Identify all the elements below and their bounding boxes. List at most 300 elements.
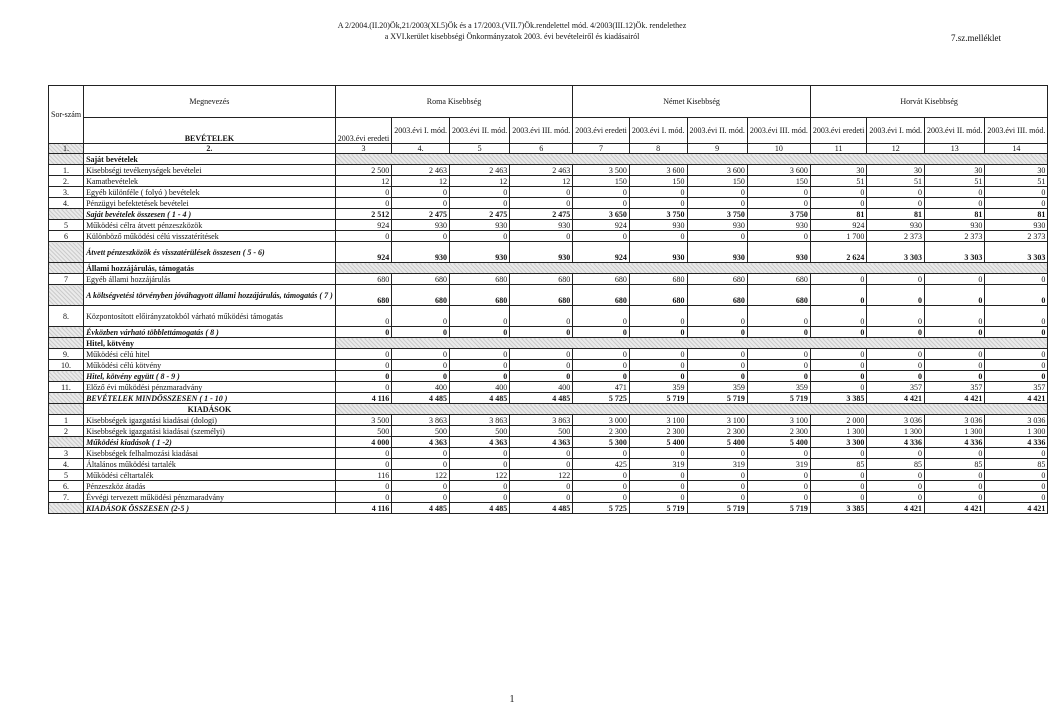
value-cell: 0 <box>867 481 925 492</box>
value-cell: 4 485 <box>510 393 573 404</box>
row-label: Egyéb állami hozzájárulás <box>84 274 336 285</box>
colnum-cell: 8 <box>629 144 687 154</box>
colnum-cell: 7 <box>573 144 630 154</box>
value-cell: 0 <box>687 198 747 209</box>
value-cell: 0 <box>573 448 630 459</box>
bevetelek-heading: BEVÉTELEK <box>84 118 336 144</box>
value-cell: 0 <box>510 187 573 198</box>
value-cell: 0 <box>985 470 1048 481</box>
value-cell: 680 <box>392 274 450 285</box>
value-cell: 0 <box>573 349 630 360</box>
table-row <box>49 231 1048 242</box>
value-cell: 0 <box>687 371 747 382</box>
row-label: Kisebbségek igazgatási kiadásai (dologi) <box>84 415 336 426</box>
value-cell: 680 <box>687 285 747 306</box>
value-cell: 0 <box>867 492 925 503</box>
value-cell: 5 719 <box>687 503 747 514</box>
value-cell: 4 421 <box>985 503 1048 514</box>
row-number-cell <box>49 263 84 274</box>
subtotal-row <box>49 327 1048 338</box>
group-roma-header: Roma Kisebbség <box>335 86 573 118</box>
value-cell: 0 <box>747 448 810 459</box>
table-row <box>49 492 1048 503</box>
row-number-cell <box>49 242 84 263</box>
value-cell: 0 <box>392 198 450 209</box>
value-cell: 3 863 <box>510 415 573 426</box>
value-cell: 930 <box>687 220 747 231</box>
row-label: Saját bevételek összesen ( 1 - 4 ) <box>84 209 336 220</box>
row-label: Kisebbségi tevékenységek bevételei <box>84 165 336 176</box>
value-cell: 0 <box>335 327 392 338</box>
value-cell: 0 <box>687 481 747 492</box>
value-cell: 0 <box>449 371 509 382</box>
value-cell: 680 <box>573 274 630 285</box>
value-cell: 500 <box>510 426 573 437</box>
value-cell: 0 <box>510 198 573 209</box>
value-cell: 0 <box>392 448 450 459</box>
value-cell: 5 719 <box>747 393 810 404</box>
value-cell: 680 <box>687 274 747 285</box>
value-cell: 4 485 <box>449 393 509 404</box>
value-cell: 0 <box>392 459 450 470</box>
colnum-cell: 2. <box>84 144 336 154</box>
value-cell: 930 <box>449 242 509 263</box>
value-cell: 4 421 <box>985 393 1048 404</box>
value-cell: 3 303 <box>867 242 925 263</box>
value-cell: 0 <box>747 187 810 198</box>
value-cell: 0 <box>510 492 573 503</box>
value-cell: 3 100 <box>629 415 687 426</box>
value-cell: 359 <box>747 382 810 393</box>
value-cell: 0 <box>629 187 687 198</box>
table-row <box>49 349 1048 360</box>
value-cell: 319 <box>747 459 810 470</box>
subheader-cell: 2003.évi I. mód. <box>629 118 687 144</box>
value-cell: 0 <box>747 492 810 503</box>
value-cell: 680 <box>510 285 573 306</box>
value-cell: 680 <box>449 274 509 285</box>
value-cell: 81 <box>810 209 867 220</box>
subtotal-row <box>49 242 1048 263</box>
value-cell: 0 <box>925 327 985 338</box>
value-cell: 0 <box>985 349 1048 360</box>
row-label: Kisebbségek igazgatási kiadásai (személyi) <box>84 426 336 437</box>
section-label: Állami hozzájárulás, támogatás <box>84 263 336 274</box>
value-cell: 0 <box>629 371 687 382</box>
value-cell: 0 <box>573 187 630 198</box>
value-cell: 0 <box>392 231 450 242</box>
value-cell: 3 385 <box>810 503 867 514</box>
value-cell: 0 <box>449 187 509 198</box>
value-cell: 0 <box>392 306 450 327</box>
value-cell: 2 475 <box>510 209 573 220</box>
value-cell: 0 <box>573 492 630 503</box>
value-cell: 357 <box>925 382 985 393</box>
row-number: 9. <box>49 349 84 360</box>
value-cell: 0 <box>925 274 985 285</box>
table-body <box>49 154 1048 514</box>
value-cell: 81 <box>985 209 1048 220</box>
value-cell: 500 <box>392 426 450 437</box>
value-cell: 5 400 <box>687 437 747 448</box>
colnum-cell: 3 <box>335 144 392 154</box>
value-cell: 5 719 <box>747 503 810 514</box>
value-cell: 0 <box>985 274 1048 285</box>
value-cell: 359 <box>687 382 747 393</box>
value-cell: 0 <box>747 327 810 338</box>
value-cell: 51 <box>810 176 867 187</box>
value-cell: 0 <box>335 306 392 327</box>
value-cell: 471 <box>573 382 630 393</box>
section-row <box>49 338 1048 349</box>
value-cell: 357 <box>985 382 1048 393</box>
value-cell: 0 <box>449 481 509 492</box>
value-cell: 0 <box>629 306 687 327</box>
value-cell: 4 336 <box>925 437 985 448</box>
value-cell: 3 100 <box>687 415 747 426</box>
value-cell: 4 421 <box>867 393 925 404</box>
value-cell: 0 <box>810 371 867 382</box>
value-cell: 0 <box>510 306 573 327</box>
value-cell: 3 036 <box>985 415 1048 426</box>
value-cell: 3 036 <box>925 415 985 426</box>
table-row <box>49 459 1048 470</box>
value-cell: 1 300 <box>810 426 867 437</box>
row-label: Évvégi tervezett működési pénzmaradvány <box>84 492 336 503</box>
value-cell: 930 <box>925 220 985 231</box>
value-cell: 0 <box>925 481 985 492</box>
value-cell: 680 <box>449 285 509 306</box>
subtotal-row <box>49 437 1048 448</box>
budget-table <box>48 85 1048 514</box>
value-cell: 0 <box>335 382 392 393</box>
value-cell: 2 373 <box>925 231 985 242</box>
subtotal-row <box>49 209 1048 220</box>
row-number: 7 <box>49 274 84 285</box>
row-number: 6 <box>49 231 84 242</box>
value-cell: 4 363 <box>392 437 450 448</box>
kiadasok-heading: KIADÁSOK <box>84 404 336 415</box>
header-row-groups <box>49 86 1048 118</box>
value-cell: 85 <box>867 459 925 470</box>
kiadasok-heading-row <box>49 404 1048 415</box>
subheader-cell: 2003.évi I. mód. <box>392 118 450 144</box>
value-cell: 930 <box>392 220 450 231</box>
row-number: 1. <box>49 165 84 176</box>
row-label: Működési célú hitel <box>84 349 336 360</box>
value-cell: 0 <box>392 349 450 360</box>
value-cell: 81 <box>925 209 985 220</box>
value-cell: 0 <box>985 187 1048 198</box>
row-number-cell <box>49 371 84 382</box>
col-megnevezes-header: Megnevezés <box>84 86 336 118</box>
table-row <box>49 382 1048 393</box>
value-cell: 0 <box>629 360 687 371</box>
shaded-cell <box>335 404 1048 415</box>
value-cell: 0 <box>810 285 867 306</box>
subheader-cell: 2003.évi II. mód. <box>449 118 509 144</box>
table-row <box>49 198 1048 209</box>
row-number-cell <box>49 404 84 415</box>
table-row <box>49 176 1048 187</box>
value-cell: 4 421 <box>867 503 925 514</box>
value-cell: 0 <box>629 198 687 209</box>
value-cell: 3 650 <box>573 209 630 220</box>
value-cell: 5 400 <box>629 437 687 448</box>
subheader-cell: 2003.évi II. mód. <box>687 118 747 144</box>
value-cell: 4 485 <box>392 503 450 514</box>
value-cell: 2 300 <box>573 426 630 437</box>
value-cell: 0 <box>687 448 747 459</box>
row-number-cell <box>49 327 84 338</box>
value-cell: 0 <box>985 371 1048 382</box>
value-cell: 400 <box>392 382 450 393</box>
value-cell: 0 <box>810 187 867 198</box>
value-cell: 0 <box>510 459 573 470</box>
value-cell: 150 <box>687 176 747 187</box>
row-number: 5 <box>49 470 84 481</box>
value-cell: 0 <box>985 360 1048 371</box>
row-label: Kisebbségek felhalmozási kiadásai <box>84 448 336 459</box>
value-cell: 0 <box>392 187 450 198</box>
value-cell: 3 750 <box>629 209 687 220</box>
row-number-cell <box>49 285 84 306</box>
row-number-cell <box>49 154 84 165</box>
group-horvat-header: Horvát Kisebbség <box>810 86 1048 118</box>
value-cell: 12 <box>335 176 392 187</box>
column-number-row <box>49 144 1048 154</box>
value-cell: 0 <box>510 481 573 492</box>
value-cell: 0 <box>747 481 810 492</box>
row-label: Különböző működési célú visszatérítések <box>84 231 336 242</box>
value-cell: 85 <box>925 459 985 470</box>
value-cell: 0 <box>747 470 810 481</box>
row-label: Kamatbevételek <box>84 176 336 187</box>
value-cell: 0 <box>629 492 687 503</box>
table-row <box>49 470 1048 481</box>
value-cell: 0 <box>867 285 925 306</box>
value-cell: 930 <box>449 220 509 231</box>
value-cell: 2 475 <box>449 209 509 220</box>
value-cell: 0 <box>810 360 867 371</box>
value-cell: 924 <box>335 220 392 231</box>
value-cell: 5 400 <box>747 437 810 448</box>
section-row <box>49 154 1048 165</box>
value-cell: 4 485 <box>392 393 450 404</box>
value-cell: 0 <box>925 470 985 481</box>
value-cell: 0 <box>925 371 985 382</box>
value-cell: 0 <box>810 382 867 393</box>
value-cell: 4 485 <box>449 503 509 514</box>
value-cell: 4 363 <box>510 437 573 448</box>
colnum-cell: 1. <box>49 144 84 154</box>
value-cell: 3 863 <box>449 415 509 426</box>
row-label: KIADÁSOK ÖSSZESEN (2-5 ) <box>84 503 336 514</box>
value-cell: 680 <box>392 285 450 306</box>
value-cell: 319 <box>687 459 747 470</box>
row-label: Pénzeszköz átadás <box>84 481 336 492</box>
value-cell: 3 600 <box>629 165 687 176</box>
value-cell: 0 <box>985 198 1048 209</box>
value-cell: 5 719 <box>629 503 687 514</box>
value-cell: 0 <box>687 492 747 503</box>
row-label: Pénzügyi befektetések bevételei <box>84 198 336 209</box>
row-number: 10. <box>49 360 84 371</box>
value-cell: 425 <box>573 459 630 470</box>
value-cell: 0 <box>335 448 392 459</box>
value-cell: 0 <box>747 371 810 382</box>
row-number-cell <box>49 338 84 349</box>
section-row <box>49 263 1048 274</box>
subheader-cell: 2003.évi eredeti <box>335 118 392 144</box>
row-label: Egyéb különféle ( folyó ) bevételek <box>84 187 336 198</box>
value-cell: 0 <box>510 360 573 371</box>
value-cell: 0 <box>747 231 810 242</box>
value-cell: 680 <box>573 285 630 306</box>
value-cell: 0 <box>925 349 985 360</box>
value-cell: 3 303 <box>985 242 1048 263</box>
value-cell: 0 <box>335 371 392 382</box>
value-cell: 0 <box>867 349 925 360</box>
value-cell: 500 <box>449 426 509 437</box>
value-cell: 0 <box>335 349 392 360</box>
page-number: 1 <box>509 694 515 705</box>
value-cell: 2 300 <box>687 426 747 437</box>
value-cell: 0 <box>335 187 392 198</box>
value-cell: 0 <box>449 231 509 242</box>
value-cell: 0 <box>867 371 925 382</box>
value-cell: 2 463 <box>449 165 509 176</box>
value-cell: 0 <box>747 306 810 327</box>
value-cell: 0 <box>867 470 925 481</box>
value-cell: 0 <box>573 470 630 481</box>
value-cell: 3 600 <box>687 165 747 176</box>
value-cell: 4 116 <box>335 393 392 404</box>
value-cell: 0 <box>687 470 747 481</box>
value-cell: 0 <box>449 306 509 327</box>
value-cell: 4 485 <box>510 503 573 514</box>
shaded-cell <box>335 338 1048 349</box>
value-cell: 1 300 <box>985 426 1048 437</box>
value-cell: 0 <box>810 492 867 503</box>
group-nemet-header: Német Kisebbség <box>573 86 811 118</box>
value-cell: 0 <box>335 481 392 492</box>
value-cell: 3 100 <box>747 415 810 426</box>
row-number: 5 <box>49 220 84 231</box>
row-label: Működési céltartalék <box>84 470 336 481</box>
colnum-cell: 10 <box>747 144 810 154</box>
value-cell: 2 373 <box>867 231 925 242</box>
value-cell: 0 <box>810 448 867 459</box>
value-cell: 0 <box>925 198 985 209</box>
value-cell: 357 <box>867 382 925 393</box>
value-cell: 0 <box>925 448 985 459</box>
value-cell: 30 <box>925 165 985 176</box>
value-cell: 0 <box>985 306 1048 327</box>
value-cell: 0 <box>629 470 687 481</box>
value-cell: 0 <box>392 360 450 371</box>
row-label: Általános működési tartalék <box>84 459 336 470</box>
value-cell: 1 300 <box>925 426 985 437</box>
value-cell: 116 <box>335 470 392 481</box>
row-number: 3 <box>49 448 84 459</box>
value-cell: 0 <box>810 349 867 360</box>
subtotal-row <box>49 393 1048 404</box>
value-cell: 12 <box>392 176 450 187</box>
value-cell: 0 <box>449 459 509 470</box>
value-cell: 680 <box>629 285 687 306</box>
value-cell: 0 <box>510 448 573 459</box>
header-line-2: a XVI.kerület kisebbségi Önkormányzatok 2003. évi bevételeiről és kiadásairól <box>384 32 640 41</box>
value-cell: 0 <box>687 349 747 360</box>
value-cell: 122 <box>510 470 573 481</box>
value-cell: 0 <box>985 285 1048 306</box>
value-cell: 0 <box>925 306 985 327</box>
value-cell: 1 300 <box>867 426 925 437</box>
value-cell: 5 300 <box>573 437 630 448</box>
colnum-cell: 5 <box>449 144 509 154</box>
value-cell: 4 363 <box>449 437 509 448</box>
table-row <box>49 220 1048 231</box>
value-cell: 680 <box>335 274 392 285</box>
row-number: 3. <box>49 187 84 198</box>
table-row <box>49 448 1048 459</box>
header-row-sub <box>49 118 1048 144</box>
value-cell: 0 <box>392 327 450 338</box>
value-cell: 0 <box>510 327 573 338</box>
value-cell: 0 <box>573 360 630 371</box>
value-cell: 0 <box>629 481 687 492</box>
section-label: Hitel, kötvény <box>84 338 336 349</box>
value-cell: 3 385 <box>810 393 867 404</box>
subheader-cell: 2003.évi II. mód. <box>925 118 985 144</box>
value-cell: 81 <box>867 209 925 220</box>
value-cell: 0 <box>392 492 450 503</box>
row-label: Működési célú kötvény <box>84 360 336 371</box>
value-cell: 930 <box>985 220 1048 231</box>
value-cell: 0 <box>985 327 1048 338</box>
value-cell: 3 500 <box>335 415 392 426</box>
value-cell: 0 <box>747 198 810 209</box>
subheader-cell: 2003.évi III. mód. <box>510 118 573 144</box>
value-cell: 0 <box>573 371 630 382</box>
value-cell: 0 <box>449 327 509 338</box>
value-cell: 12 <box>510 176 573 187</box>
value-cell: 0 <box>747 360 810 371</box>
value-cell: 0 <box>629 327 687 338</box>
value-cell: 12 <box>449 176 509 187</box>
value-cell: 0 <box>867 198 925 209</box>
value-cell: 930 <box>687 242 747 263</box>
value-cell: 930 <box>629 220 687 231</box>
row-number-cell <box>49 503 84 514</box>
row-number-cell <box>49 437 84 448</box>
value-cell: 0 <box>573 306 630 327</box>
value-cell: 0 <box>449 448 509 459</box>
value-cell: 150 <box>629 176 687 187</box>
colnum-cell: 13 <box>925 144 985 154</box>
value-cell: 3 500 <box>573 165 630 176</box>
value-cell: 30 <box>810 165 867 176</box>
row-number: 1 <box>49 415 84 426</box>
value-cell: 0 <box>449 349 509 360</box>
value-cell: 2 463 <box>510 165 573 176</box>
row-label: Előző évi működési pénzmaradvány <box>84 382 336 393</box>
value-cell: 2 512 <box>335 209 392 220</box>
row-number: 2. <box>49 176 84 187</box>
value-cell: 680 <box>335 285 392 306</box>
table-row <box>49 481 1048 492</box>
